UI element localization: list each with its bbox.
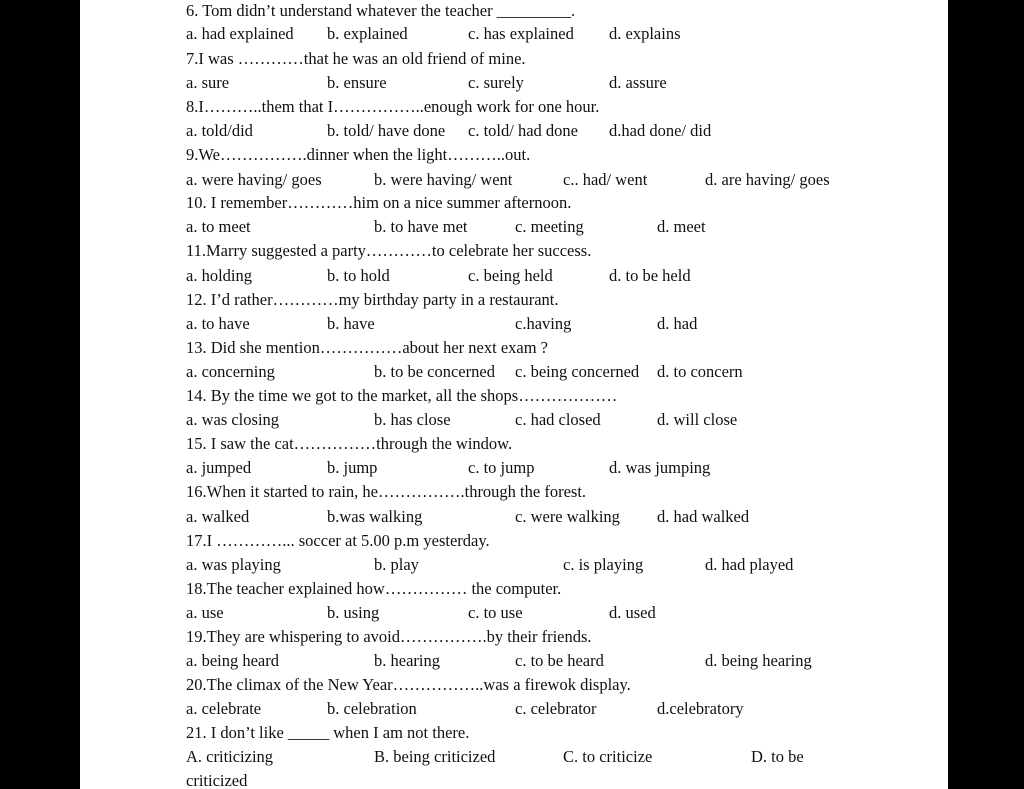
question-10-stem: 10. I remember…………him on a nice summer afternoon. [186, 193, 572, 212]
option: a. holding [186, 266, 252, 285]
option: b. to be concerned [374, 362, 495, 381]
option: c. to jump [468, 458, 535, 477]
option: b. play [374, 555, 419, 574]
option: d.had done/ did [609, 121, 712, 140]
worksheet-page [80, 0, 948, 789]
option: b.was walking [327, 507, 423, 526]
question-12-stem: 12. I’d rather…………my birthday party in a restaurant. [186, 290, 559, 309]
option: a. were having/ goes [186, 170, 322, 189]
option: a. had explained [186, 24, 294, 43]
option: d. had [657, 314, 698, 333]
option: a. told/did [186, 121, 253, 140]
option: a. was closing [186, 410, 280, 429]
option: c. is playing [563, 555, 644, 574]
question-13-stem: 13. Did she mention……………about her next exam ? [186, 338, 549, 357]
option: A. criticizing [186, 747, 274, 766]
option: d. to concern [657, 362, 743, 381]
option: c. told/ had done [468, 121, 578, 140]
option: a. to meet [186, 217, 251, 236]
option: c. being concerned [515, 362, 640, 381]
option: D. to be [751, 747, 804, 766]
question-8-stem: 8.I………..them that I……………..enough work for one hour. [186, 97, 600, 116]
option: b. celebration [327, 699, 417, 718]
option: C. to criticize [563, 747, 653, 766]
option: d. meet [657, 217, 706, 236]
option: a. sure [186, 73, 230, 92]
option: b. ensure [327, 73, 387, 92]
option: c.having [515, 314, 572, 333]
option: b. using [327, 603, 380, 622]
option: c. to be heard [515, 651, 604, 670]
question-11-stem: 11.Marry suggested a party…………to celebrate her success. [186, 241, 592, 260]
question-6-stem: 6. Tom didn’t understand whatever the teacher _________. [186, 1, 576, 20]
option: c.. had/ went [563, 170, 648, 189]
option: c. being held [468, 266, 553, 285]
option: b. told/ have done [327, 121, 446, 140]
question-7-stem: 7.I was …………that he was an old friend of mine. [186, 49, 526, 68]
option: b. jump [327, 458, 378, 477]
option: b. to have met [374, 217, 468, 236]
option: d. will close [657, 410, 738, 429]
option: c. meeting [515, 217, 584, 236]
question-16-stem: 16.When it started to rain, he…………….through the forest. [186, 482, 587, 501]
option: a. to have [186, 314, 250, 333]
option: d. being hearing [705, 651, 812, 670]
option: d.celebratory [657, 699, 744, 718]
question-14-stem: 14. By the time we got to the market, all the shops……………… [186, 386, 618, 405]
question-20-stem: 20.The climax of the New Year……………..was a firewok display. [186, 675, 631, 694]
option: d. are having/ goes [705, 170, 830, 189]
option: d. to be held [609, 266, 691, 285]
option: a. jumped [186, 458, 252, 477]
option: b. has close [374, 410, 451, 429]
option: B. being criticized [374, 747, 496, 766]
option: d. assure [609, 73, 667, 92]
option: c. surely [468, 73, 524, 92]
question-15-stem: 15. I saw the cat……………through the window. [186, 434, 513, 453]
option: b. hearing [374, 651, 440, 670]
option: a. use [186, 603, 224, 622]
option-wrap-text: criticized [186, 771, 248, 789]
option: d. explains [609, 24, 681, 43]
question-9-stem: 9.We…………….dinner when the light………..out. [186, 145, 531, 164]
option: a. concerning [186, 362, 275, 381]
question-18-stem: 18.The teacher explained how…………… the computer. [186, 579, 562, 598]
option: c. had closed [515, 410, 601, 429]
question-17-stem: 17.I …………... soccer at 5.00 p.m yesterday. [186, 531, 490, 550]
option: b. were having/ went [374, 170, 513, 189]
option: a. walked [186, 507, 250, 526]
option: a. being heard [186, 651, 279, 670]
option: d. used [609, 603, 656, 622]
option: b. to hold [327, 266, 390, 285]
question-21-stem: 21. I don’t like _____ when I am not there. [186, 723, 470, 742]
question-19-stem: 19.They are whispering to avoid…………….by their friends. [186, 627, 592, 646]
option: a. celebrate [186, 699, 262, 718]
option: a. was playing [186, 555, 281, 574]
option: c. has explained [468, 24, 574, 43]
option: c. celebrator [515, 699, 597, 718]
option: b. have [327, 314, 375, 333]
option: d. had walked [657, 507, 750, 526]
option: c. were walking [515, 507, 620, 526]
option: d. was jumping [609, 458, 711, 477]
option: c. to use [468, 603, 523, 622]
option: d. had played [705, 555, 794, 574]
option: b. explained [327, 24, 408, 43]
